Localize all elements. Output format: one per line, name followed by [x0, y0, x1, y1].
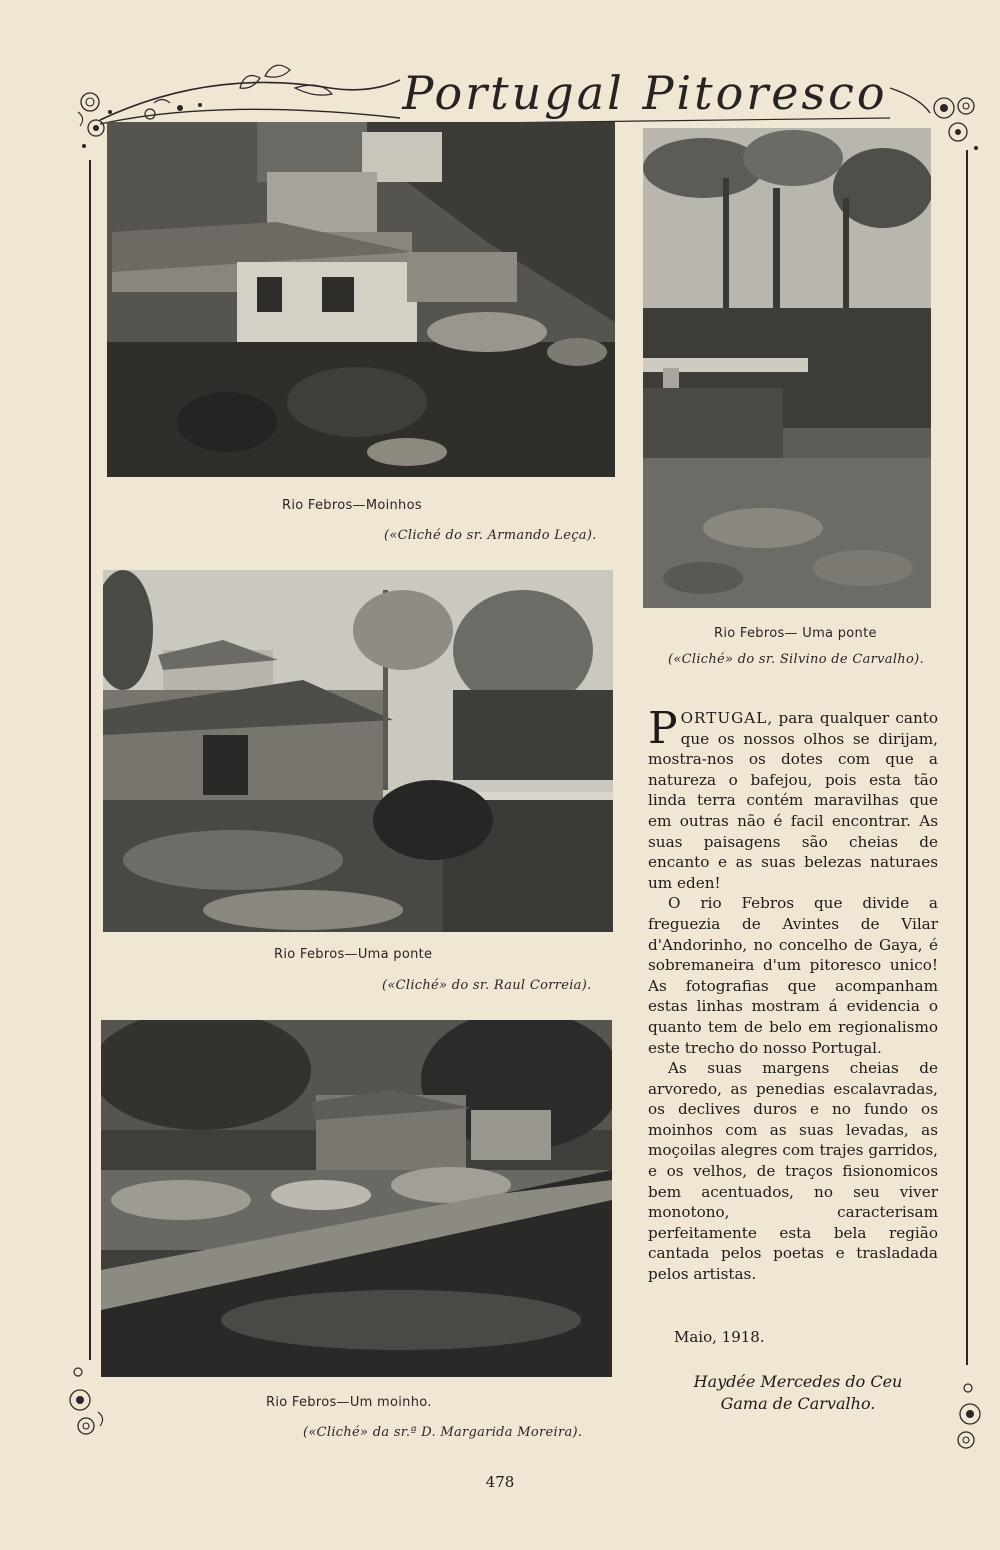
photo-uma-ponte-left [103, 570, 613, 932]
photo-caption: Rio Febros—Uma ponte [274, 947, 433, 962]
drop-cap: P [648, 703, 678, 754]
photo-uma-ponte-right [643, 128, 931, 608]
photo-caption: Rio Febros—Moinhos [282, 498, 422, 513]
article-date: Maio, 1918. [674, 1328, 765, 1346]
right-frame-line [966, 150, 968, 1365]
article-paragraph [648, 703, 938, 893]
photo-credit: («Cliché» da sr.ª D. Margarida Moreira). [303, 1425, 583, 1440]
photo-credit: («Cliché do sr. Armando Leça). [384, 528, 597, 543]
photo-credit: («Cliché» do sr. Silvino de Carvalho). [668, 652, 924, 667]
page-number: 478 [485, 1473, 515, 1491]
article-body [648, 703, 938, 1285]
photo-caption: Rio Febros— Uma ponte [714, 626, 877, 641]
photo-credit: («Cliché» do sr. Raul Correia). [382, 978, 592, 993]
paragraph-text: , para qualquer canto que os nossos olhos se dirijam, mostra-nos os dotes com que a natureza o bafejou, pois esta tão linda terra contém maravilhas que em outras não é facil encontrar. As suas paisagens são cheias de encanto e as suas belezas naturaes um eden! [648, 709, 938, 892]
author-signature-line-2: Gama de Carvalho. [720, 1394, 876, 1413]
left-frame-line [89, 160, 91, 1360]
lead-word: ORTUGAL [680, 709, 768, 727]
article-paragraph: O rio Febros que divide a freguezia de Avintes de Vilar d'Andorinho, no concelho de Gaya, é sobremaneira d'um pitoresco unico! As fotografias que acompanham estas linhas mostram á evidencia o quanto tem de belo em regionalismo este trecho do nosso Portugal. [648, 894, 938, 1057]
photo-caption: Rio Febros—Um moinho. [266, 1395, 432, 1410]
rose-ornament-bottom-right [944, 1370, 1000, 1460]
photo-um-moinho [101, 1020, 612, 1377]
article-paragraph: As suas margens cheias de arvoredo, as penedias escalavradas, os declives duros e no fundo os moinhos com as suas levadas, as moçoilas alegres com trajes garridos, e os velhos, de traços fisionomicos bem acentuados, no seu viver monotono, caracterisam perfeitamente esta bela região cantada pelos poetas e trasladada pelos artistas. [648, 1059, 938, 1284]
author-signature-line-1: Haydée Mercedes do Ceu [693, 1372, 903, 1391]
page-title: Portugal Pitoresco [402, 66, 888, 120]
photo-moinhos [107, 122, 615, 477]
